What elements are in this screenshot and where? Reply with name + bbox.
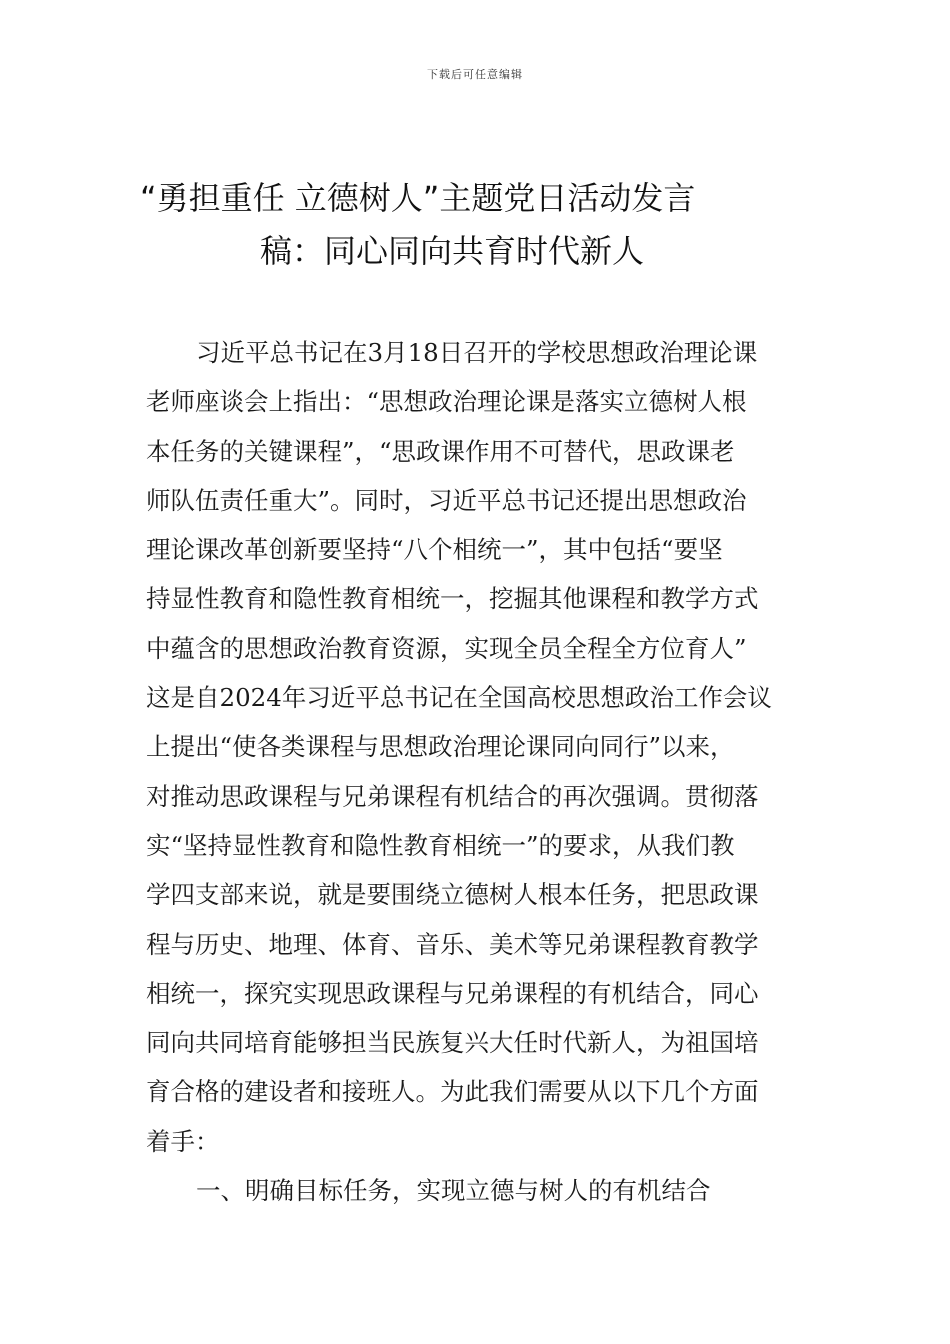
paragraph-line: 同向共同培育能够担当民族复兴大任时代新人，为祖国培 [146, 1028, 759, 1058]
paragraph-line: 中蕴含的思想政治教育资源，实现全员全程全方位育人” [146, 633, 747, 663]
paragraph-line: 本任务的关键课程”，“思政课作用不可替代，思政课老 [146, 436, 735, 466]
section-heading: 一、明确目标任务，实现立德与树人的有机结合 [196, 1176, 711, 1206]
paragraph-line: 老师座谈会上指出：“思想政治理论课是落实立德树人根 [146, 387, 747, 417]
paragraph-line: 这是自2024年习近平总书记在全国高校思想政治工作会议 [146, 683, 772, 713]
paragraph-line: 学四支部来说，就是要围绕立德树人根本任务，把思政课 [146, 880, 759, 910]
title-line-1: “勇担重任 立德树人”主题党日活动发言 [140, 179, 696, 217]
paragraph-line: 育合格的建设者和接班人。为此我们需要从以下几个方面 [146, 1077, 759, 1107]
paragraph-line: 习近平总书记在3月18日召开的学校思想政治理论课 [196, 338, 758, 367]
paragraph-line: 实“坚持显性教育和隐性教育相统一”的要求，从我们教 [146, 830, 735, 860]
paragraph-line: 持显性教育和隐性教育相统一，挖掘其他课程和教学方式 [146, 584, 759, 614]
title-line-2: 稿：同心同向共育时代新人 [260, 232, 645, 270]
header-note: 下载后可任意编辑 [427, 68, 523, 81]
paragraph-line: 对推动思政课程与兄弟课程有机结合的再次强调。贯彻落 [146, 781, 759, 811]
paragraph-line: 上提出“使各类课程与思想政治理论课同向同行”以来， [146, 732, 735, 762]
body-paragraph [146, 328, 810, 1215]
paragraph-line: 相统一，探究实现思政课程与兄弟课程的有机结合，同心 [146, 978, 759, 1008]
paragraph-line: 师队伍责任重大”。同时，习近平总书记还提出思想政治 [146, 485, 747, 515]
paragraph-line: 着手： [146, 1126, 220, 1156]
document-title [140, 172, 820, 278]
paragraph-line: 程与历史、地理、体育、音乐、美术等兄弟课程教育教学 [146, 929, 759, 959]
paragraph-line: 理论课改革创新要坚持“八个相统一”，其中包括“要坚 [146, 535, 723, 565]
